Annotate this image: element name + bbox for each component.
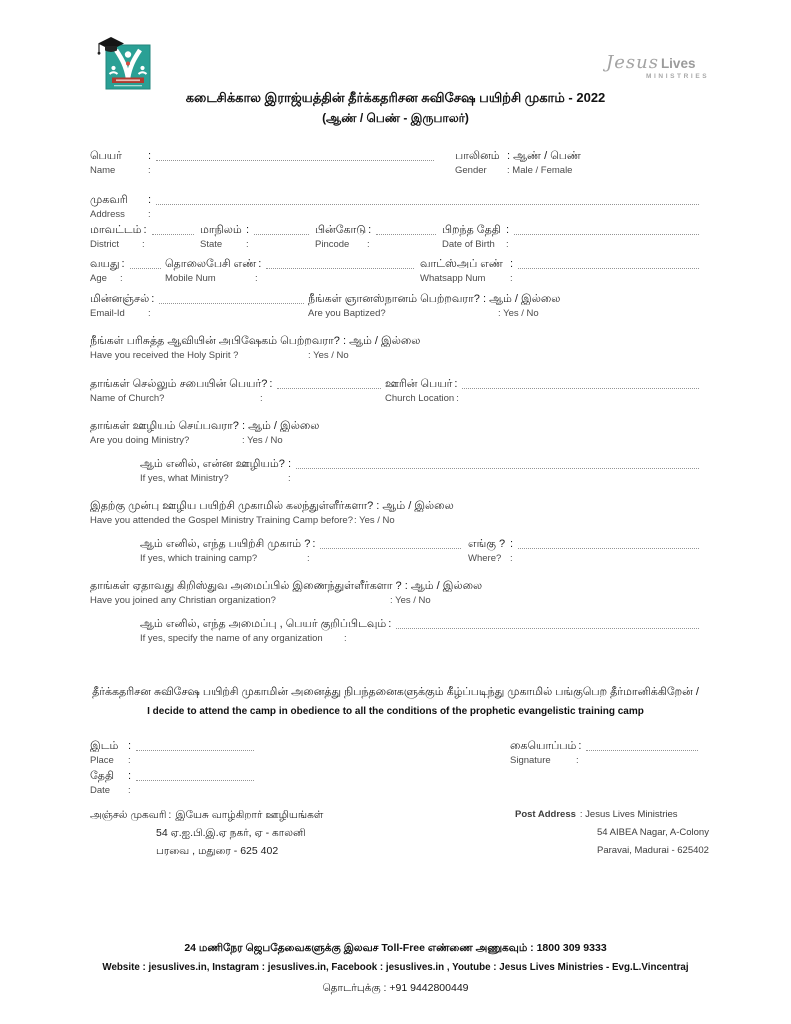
age-write-line: [130, 267, 161, 269]
field-mobile: தொலைபேசி எண் : Mobile Num :: [165, 256, 415, 286]
address-label-en: Address: [90, 209, 125, 220]
gender-options-en: : Male / Female: [507, 165, 573, 176]
field-address: முகவரி : Address :: [90, 192, 700, 222]
baptized-options-en: : Yes / No: [498, 308, 539, 319]
signature-write-line: [586, 749, 698, 751]
mobile-label-ta: தொலைபேசி எண்: [165, 258, 257, 270]
field-organization-detail: ஆம் எனில், எந்த அமைப்பு , பெயர் குறிப்பிடவும் : If yes, specify the name of any organization :: [140, 616, 700, 646]
row-email-baptized: [90, 291, 700, 321]
organization-detail-label-ta: ஆம் எனில், எந்த அமைப்பு , பெயர் குறிப்பிடவும்: [140, 618, 387, 630]
row-date: [90, 768, 700, 798]
whatsapp-write-line: [518, 267, 699, 269]
field-ministry-detail: ஆம் எனில், என்ன ஊழியம்? : If yes, what Ministry? :: [140, 456, 700, 486]
field-ministry: [90, 418, 700, 448]
field-age: வயது : Age :: [90, 256, 162, 286]
row-ministry-detail: [140, 456, 700, 486]
place-label-en: Place: [90, 755, 114, 766]
organization-question-en: Have you joined any Christian organization?: [90, 595, 276, 606]
church-location-label-en: Church Location: [385, 393, 455, 404]
place-label-ta: இடம்: [90, 740, 119, 752]
address-write-line: [156, 203, 699, 205]
postal-street-en: 54 AIBEA Nagar, A-Colony: [597, 827, 709, 838]
gender-label-ta: பாலினம்: [455, 150, 500, 162]
where-write-line: [518, 547, 699, 549]
which-camp-label-en: If yes, which training camp?: [140, 553, 258, 564]
camp-before-question-ta: இதற்கு முன்பு ஊழிய பயிற்சி முகாமில் கலந்துள்ளீர்களா? : ஆம் / இல்லை: [90, 500, 454, 512]
dob-label-en: Date of Birth: [442, 239, 495, 250]
postal-city-ta: பரவை , மதுரை - 625 402: [156, 845, 279, 857]
email-write-line: [159, 302, 304, 304]
footer-contact-line: தொடர்புக்கு : +91 9442800449: [322, 982, 469, 994]
field-camp-before: [90, 498, 700, 528]
field-name: பெயர் : Name :: [90, 148, 435, 178]
state-label-en: State: [200, 239, 223, 250]
church-location-label-ta: ஊரின் பெயர்: [385, 378, 453, 390]
signature-label-en: Signature: [510, 755, 551, 766]
field-whatsapp: வாட்ஸ்அப் எண் : Whatsapp Num :: [420, 256, 700, 286]
date-write-line: [136, 779, 254, 781]
field-organization: [90, 578, 700, 608]
field-signature: கையொப்பம் : Signature :: [510, 738, 700, 768]
form-title: கடைசிக்கால இராஜ்யத்தின் தீர்க்கதரிசன சுவிசேஷ பயிற்சி முகாம் - 2022: [185, 90, 606, 105]
baptized-question-en: Are you Baptized?: [308, 308, 386, 319]
church-location-write-line: [462, 387, 699, 389]
postal-org-ta: இயேசு வாழ்கிறார் ஊழியங்கள்: [175, 809, 324, 821]
field-place: இடம் : Place :: [90, 738, 510, 768]
camp-before-options-en: : Yes / No: [354, 515, 395, 526]
ministry-question-en: Are you doing Ministry?: [90, 435, 190, 446]
field-gender: [455, 148, 700, 178]
field-church-location: ஊரின் பெயர் : Church Location :: [385, 376, 700, 406]
date-label-ta: தேதி: [90, 770, 114, 782]
ministry-options-en: : Yes / No: [242, 435, 283, 446]
ministry-detail-write-line: [296, 467, 699, 469]
field-holy-spirit: [90, 333, 700, 363]
ministry-question-ta: தாங்கள் ஊழியம் செய்பவரா? : ஆம் / இல்லை: [90, 420, 320, 432]
age-label-ta: வயது: [90, 258, 120, 270]
jesus-lives-ministries-logo: [606, 54, 736, 81]
field-district: மாவட்டம் : District :: [90, 222, 195, 252]
email-label-en: Email-Id: [90, 308, 125, 319]
state-label-ta: மாநிலம்: [200, 224, 242, 236]
pincode-label-en: Pincode: [315, 239, 350, 250]
row-age-mobile-whatsapp: [90, 256, 700, 286]
field-email: மின்னஞ்சல் : Email-Id :: [90, 291, 305, 321]
field-where: எங்கு ? : Where? :: [468, 536, 700, 566]
ministry-detail-label-ta: ஆம் எனில், என்ன ஊழியம்?: [140, 458, 285, 470]
footer-social-line: Website : jesuslives.in, Instagram : jesuslives.in, Facebook : jesuslives.in , Youtube : Jesus Lives Ministries - Evg.L.Vincentraj: [102, 962, 689, 973]
brand-script: Jesus: [606, 52, 659, 73]
holy-spirit-options-en: : Yes / No: [308, 350, 349, 361]
dob-label-ta: பிறந்த தேதி: [442, 224, 501, 236]
district-write-line: [152, 233, 194, 235]
email-label-ta: மின்னஞ்சல்: [90, 293, 150, 305]
row-camp-before: [90, 498, 700, 528]
where-label-en: Where?: [468, 553, 502, 564]
pincode-label-ta: பின்கோடு: [315, 224, 367, 236]
postal-address-ta: அஞ்சல் முகவரி : இயேசு வாழ்கிறார் ஊழியங்கள் 54 ஏ.ஐ.பி.இ.ஏ நகர், ஏ - காலனி பரவை , மதுரை - 625 402: [90, 806, 515, 860]
signature-label-ta: கையொப்பம்: [510, 740, 577, 752]
date-label-en: Date: [90, 785, 111, 796]
postal-address-block: [90, 806, 709, 860]
where-label-ta: எங்கு ?: [468, 538, 506, 550]
which-camp-write-line: [320, 547, 461, 549]
postal-city-en: Paravai, Madurai - 625402: [597, 845, 709, 856]
field-state: மாநிலம் : State :: [200, 222, 310, 252]
form-subtitle: (ஆண் / பெண் - இருபாலர்): [322, 111, 469, 125]
evangelism-school-logo: [95, 33, 159, 97]
declaration-en: I decide to attend the camp in obedience to all the conditions of the prophetic evangelistic training camp: [147, 706, 644, 717]
gender-options-ta: : ஆண் / பெண்: [507, 150, 581, 162]
organization-question-ta: தாங்கள் ஏதாவது கிறிஸ்துவ அமைப்பில் இணைந்துள்ளீர்களா ? : ஆம் / இல்லை: [90, 580, 483, 592]
brand-subtitle: MINISTRIES: [646, 73, 710, 80]
row-which-camp: [140, 536, 700, 566]
row-address: [90, 192, 700, 222]
declaration-ta: தீர்க்கதரிசன சுவிசேஷ பயிற்சி முகாமின் அனைத்து நிபந்தனைகளுக்கும் கீழ்ப்படிந்து முகாமில் பங்குபெற தீர்மானிக்கிறேன் /: [92, 686, 699, 698]
field-pincode: பின்கோடு : Pincode :: [315, 222, 437, 252]
brand-word: Lives: [660, 56, 696, 71]
mobile-label-en: Mobile Num: [165, 273, 216, 284]
holy-spirit-question-en: Have you received the Holy Spirit ?: [90, 350, 239, 361]
organization-detail-label-en: If yes, specify the name of any organization: [140, 633, 323, 644]
name-write-line: [156, 159, 434, 161]
holy-spirit-question-ta: நீங்கள் பரிசுத்த ஆவியின் அபிஷேகம் பெற்றவரா? : ஆம் / இல்லை: [90, 335, 421, 347]
row-place-signature: [90, 738, 700, 768]
age-label-en: Age: [90, 273, 107, 284]
whatsapp-label-en: Whatsapp Num: [420, 273, 486, 284]
postal-label-ta: அஞ்சல் முகவரி: [90, 809, 167, 821]
organization-options-en: : Yes / No: [390, 595, 431, 606]
ministry-detail-label-en: If yes, what Ministry?: [140, 473, 229, 484]
row-organization-detail: [140, 616, 700, 646]
whatsapp-label-ta: வாட்ஸ்அப் எண்: [420, 258, 503, 270]
district-label-en: District: [90, 239, 120, 250]
field-church-name: தாங்கள் செல்லும் சபையின் பெயர்? : Name of Church? :: [90, 376, 382, 406]
state-write-line: [254, 233, 309, 235]
baptized-question-ta: நீங்கள் ஞானஸ்நானம் பெற்றவரா? : ஆம் / இல்லை: [308, 293, 561, 305]
organization-detail-write-line: [396, 627, 699, 629]
church-label-ta: தாங்கள் செல்லும் சபையின் பெயர்?: [90, 378, 268, 390]
postal-address-en: [515, 806, 709, 860]
mobile-write-line: [266, 267, 414, 269]
postal-label-en: Post Address: [515, 809, 576, 820]
dob-write-line: [514, 233, 699, 235]
field-which-camp: ஆம் எனில், எந்த பயிற்சி முகாம் ? : If yes, which training camp? :: [140, 536, 462, 566]
row-ministry: [90, 418, 700, 448]
camp-before-question-en: Have you attended the Gospel Ministry Training Camp before?: [90, 515, 353, 526]
address-label-ta: முகவரி: [90, 194, 128, 206]
footer-tollfree-line: 24 மணிநேர ஜெபதேவைகளுக்கு இலவச Toll-Free எண்ணை அணுகவும் : 1800 309 9333: [184, 942, 607, 954]
pincode-write-line: [376, 233, 436, 235]
postal-street-ta: 54 ஏ.ஐ.பி.இ.ஏ நகர், ஏ - காலனி: [156, 827, 306, 839]
place-write-line: [136, 749, 254, 751]
church-write-line: [277, 387, 381, 389]
row-organization: [90, 578, 700, 608]
district-label-ta: மாவட்டம்: [90, 224, 142, 236]
row-district-state-pincode-dob: [90, 222, 700, 252]
field-date: தேதி : Date :: [90, 768, 510, 798]
row-church: [90, 376, 700, 406]
which-camp-label-ta: ஆம் எனில், எந்த பயிற்சி முகாம் ?: [140, 538, 311, 550]
name-label-en: Name: [90, 165, 116, 176]
row-holy-spirit: [90, 333, 700, 363]
church-label-en: Name of Church?: [90, 393, 165, 404]
row-name-gender: [90, 148, 700, 178]
field-dob: பிறந்த தேதி : Date of Birth :: [442, 222, 700, 252]
postal-org-en: : Jesus Lives Ministries: [579, 809, 678, 820]
name-label-ta: பெயர்: [90, 150, 122, 162]
field-baptized: [308, 291, 700, 321]
gender-label-en: Gender: [455, 165, 487, 176]
